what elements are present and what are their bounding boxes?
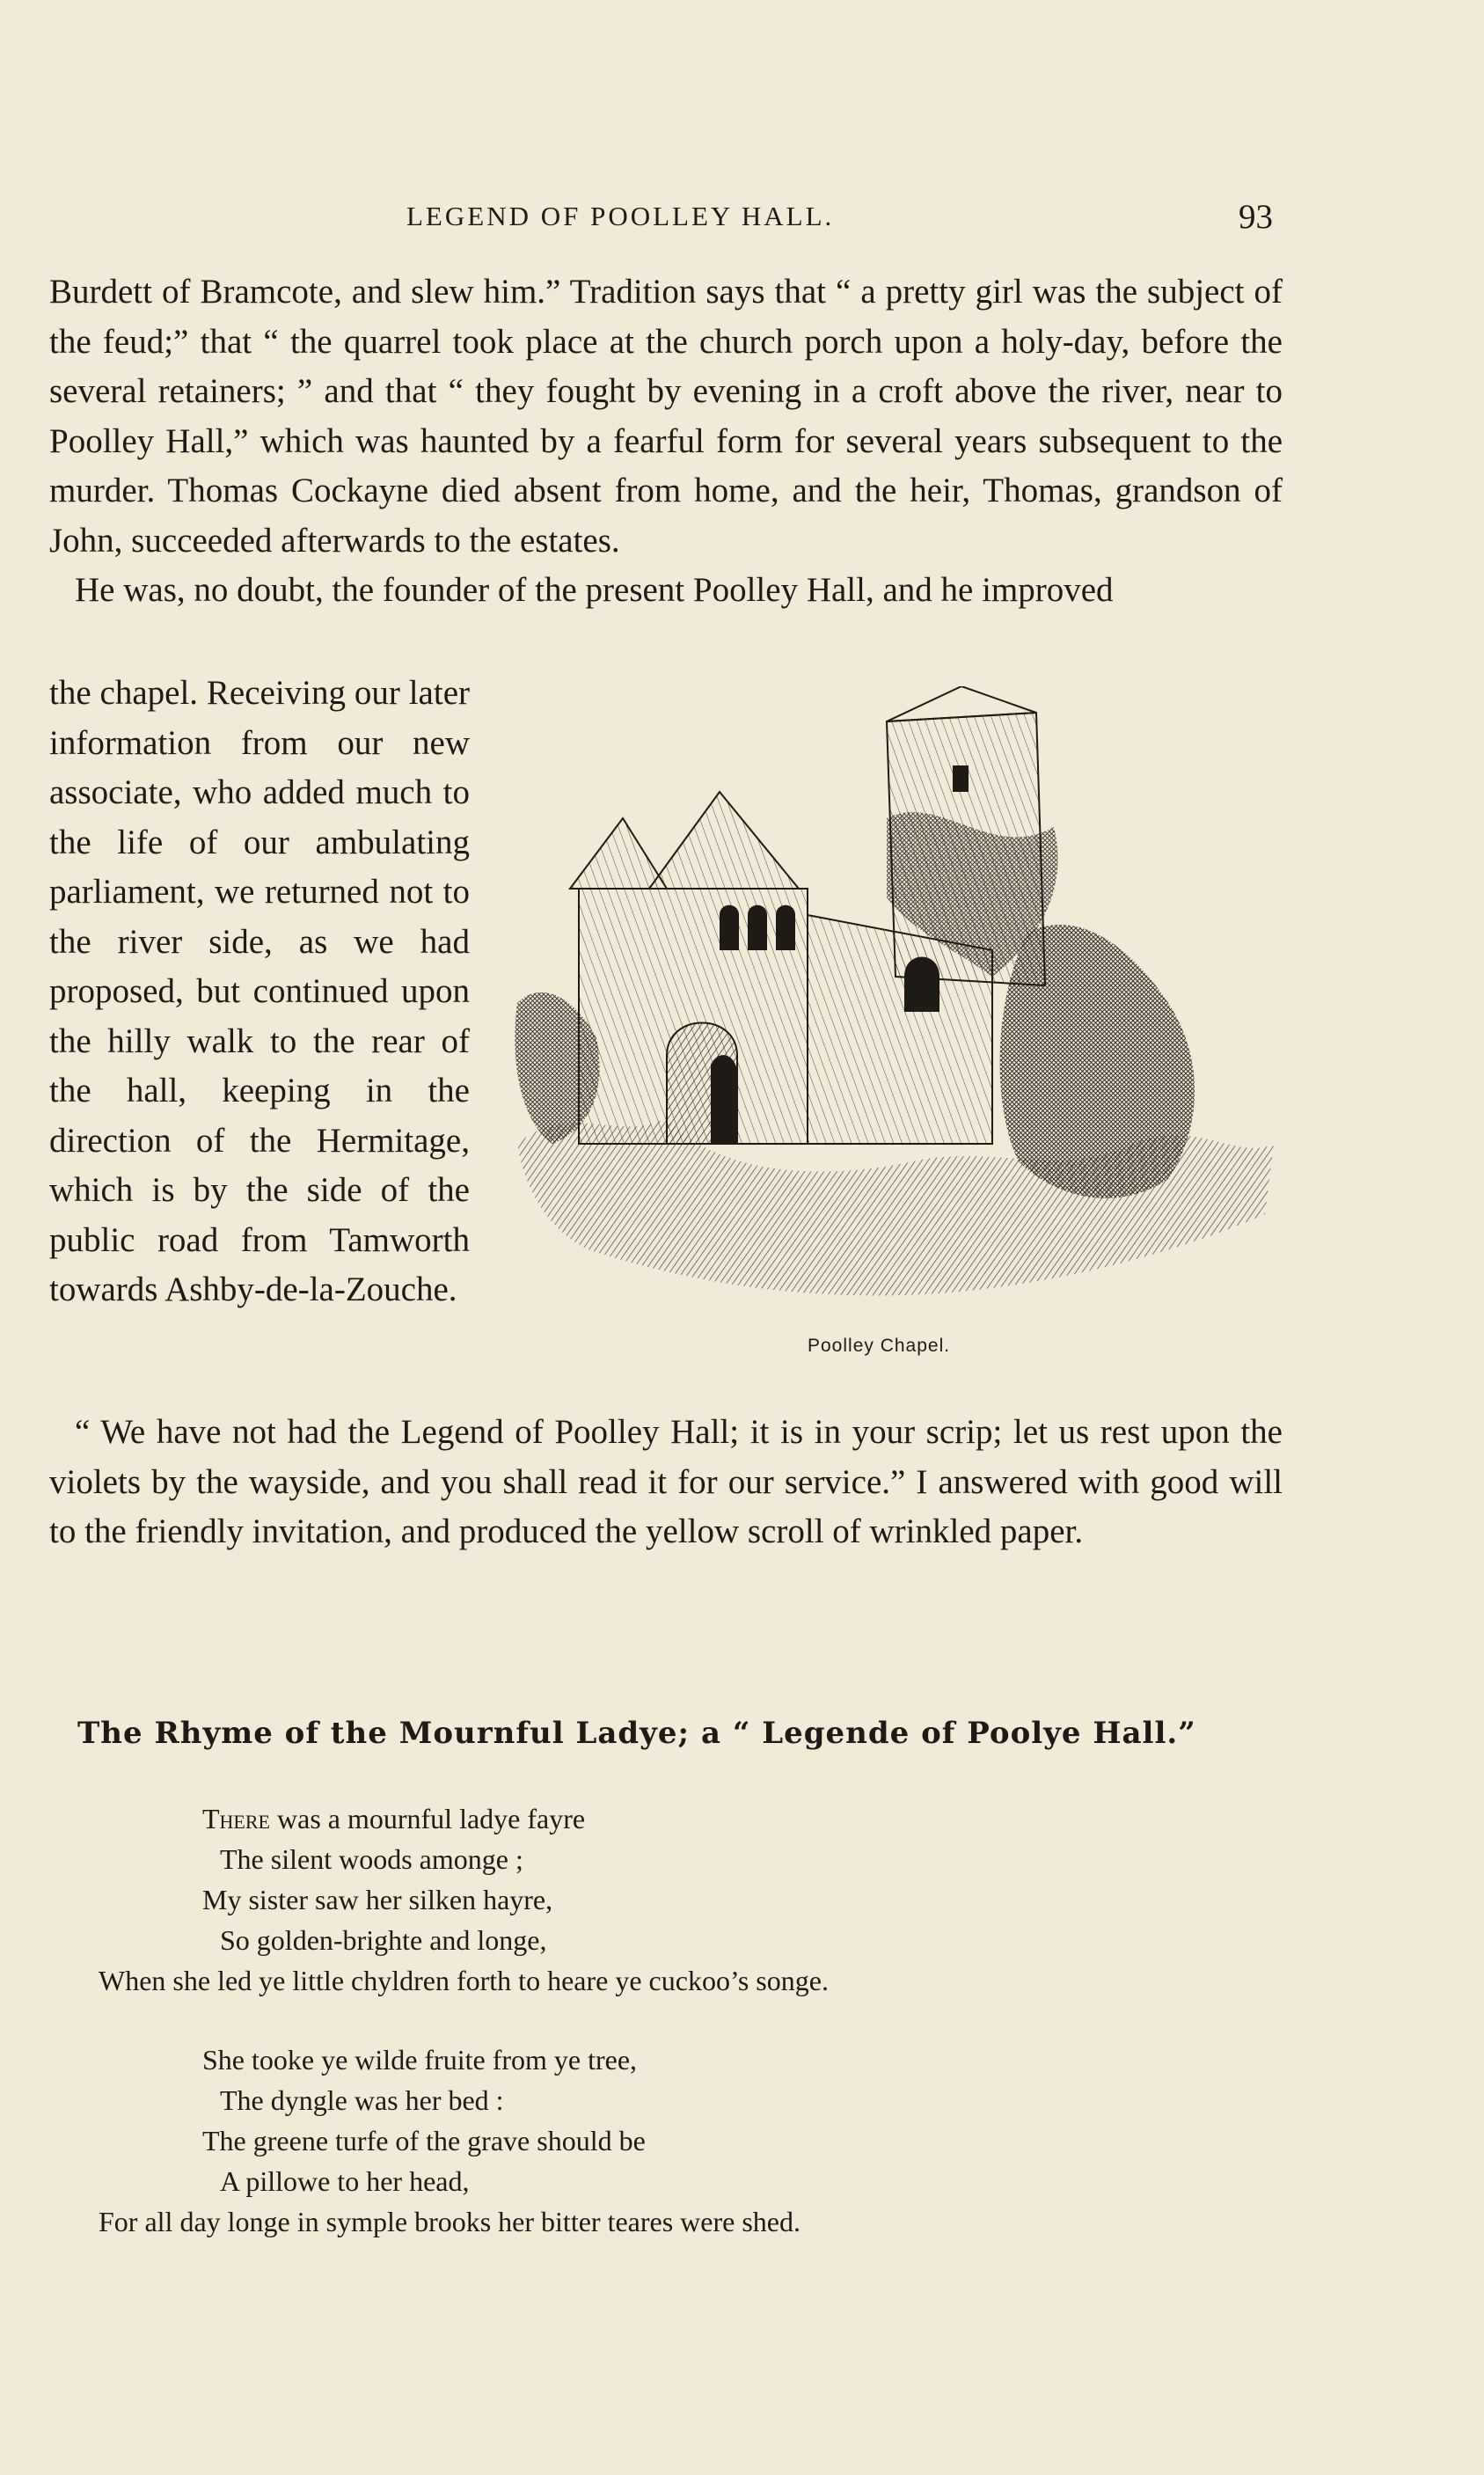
- stanza-1-line-1: [202, 1798, 1214, 1839]
- paragraph-1: Burdett of Bramcote, and slew him.” Tradition says that “ a pretty girl was the subject of the feud;” that “ the quarrel took place at the church porch upon a holy-day, before the several retainers; ” and that “ they fought by evening in a croft above the river, near to Poolley Hall,” which was haunted by a fearful form for several years subsequent to the murder. Thomas Cockayne died absent from home, and the heir, Thomas, grandson of John, succeeded afterwards to the estates.: [49, 273, 1283, 560]
- chapel-engraving: [500, 686, 1291, 1320]
- poem-stanza-2: [99, 2039, 1214, 2242]
- paragraph-2-wrapped: the chapel. Receiving our later information from our new associate, who added much to the life of our ambulating parliament, we returned not to the river side, as we had proposed, but continued upon the hilly walk to the rear of the hall, keeping in the direction of the Hermitage, which is by the side of the public road from Tamworth towards Ashby-de-la-Zouche.: [49, 674, 470, 1308]
- wrapped-text-column: [49, 669, 470, 1315]
- poem-title: The Rhyme of the Mournful Ladye; a “ Legende of Poolye Hall.”: [77, 1716, 1196, 1751]
- paragraph-2-first-line: He was, no doubt, the founder of the present Poolley Hall, and he improved: [75, 571, 1114, 609]
- figure-caption: Poolley Chapel.: [808, 1336, 951, 1356]
- stanza-1-line-5: When she led ye little chyldren forth to heare ye cuckoo’s songe.: [99, 1965, 829, 1996]
- stanza-1-first-word: There: [202, 1803, 270, 1834]
- page-number: 93: [1239, 198, 1273, 236]
- stanza-1-line-4: So golden-brighte and longe,: [220, 1924, 547, 1956]
- stanza-1-line-2: The silent woods amonge ;: [220, 1843, 523, 1875]
- stanza-2-line-5: For all day longe in symple brooks her bitter teares were shed.: [99, 2206, 800, 2237]
- stanza-2-line-3: The greene turfe of the grave should be: [202, 2125, 646, 2156]
- stanza-2-line-1: She tooke ye wilde fruite from ye tree,: [202, 2044, 638, 2076]
- stanza-1-line-3: My sister saw her silken hayre,: [202, 1884, 553, 1915]
- body-text-top: [49, 267, 1283, 616]
- stanza-2-line-2: The dyngle was her bed :: [220, 2084, 504, 2116]
- stanza-1-line-1-rest: was a mournful ladye fayre: [270, 1803, 586, 1834]
- stanza-2-line-4: A pillowe to her head,: [220, 2165, 470, 2197]
- paragraph-3: “ We have not had the Legend of Poolley Hall; it is in your scrip; let us rest upon the violets by the wayside, and you shall read it for our service.” I answered with good will to the friendly invitation, and produced the yellow scroll of wrinkled paper.: [49, 1413, 1283, 1550]
- body-text-after-figure: [49, 1408, 1283, 1557]
- poem-stanza-1: [99, 1798, 1214, 2001]
- running-head: LEGEND OF POOLLEY HALL.: [406, 201, 835, 231]
- chapel-illustration: [500, 686, 1291, 1355]
